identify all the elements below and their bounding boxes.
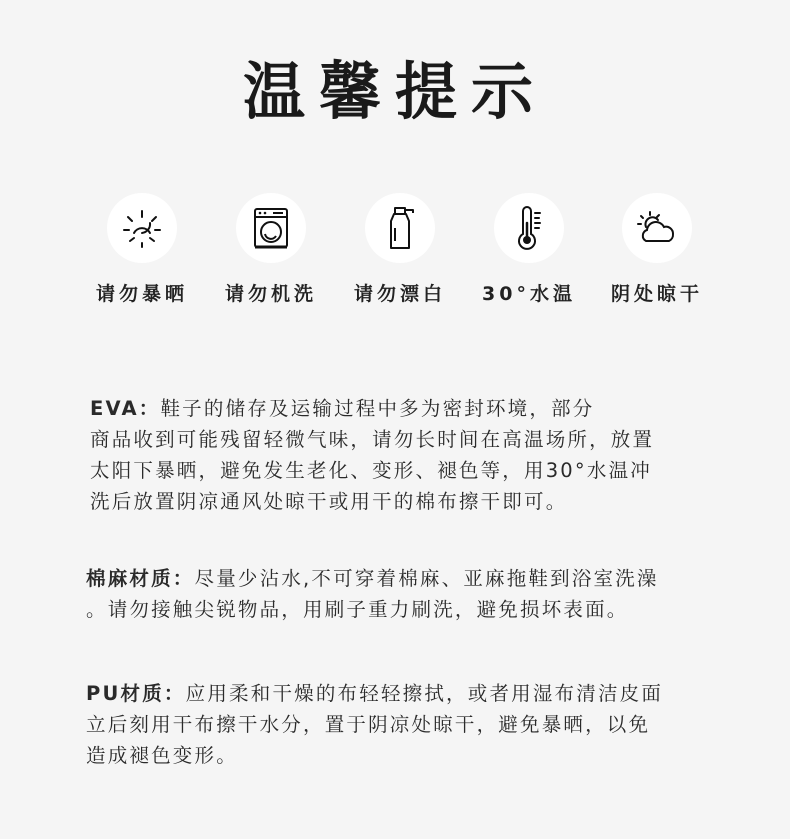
care-label: 阴处晾干 [610,283,703,305]
cotton-text: 尽量少沾水,不可穿着棉麻、亚麻拖鞋到浴室洗澡 [194,567,659,590]
care-label: 请勿暴晒 [95,283,188,305]
eva-text: 鞋子的储存及运输过程中多为密封环境，部分 [160,397,595,420]
sun-icon [117,203,167,253]
care-item-shade-dry [587,193,727,306]
cotton-note [86,563,746,625]
care-label: 请勿机洗 [224,283,317,305]
care-label: 请勿漂白 [353,283,446,305]
eva-text: 太阳下暴晒，避免发生老化、变形、褪色等，用30°水温冲 [90,459,652,482]
pu-note [86,678,746,771]
cloud-sun-icon [632,203,682,253]
pu-text: 应用柔和干燥的布轻轻擦拭，或者用湿布清洁皮面 [185,682,664,705]
pu-text: 造成褪色变形。 [86,744,238,767]
eva-note [90,393,730,517]
care-icons-row [0,193,790,313]
page-title: 温馨提示 [242,55,547,128]
care-label: 30°水温 [482,283,576,305]
care-item-no-bleach [330,193,470,306]
eva-text: 商品收到可能残留轻微气味，请勿长时间在高温场所，放置 [90,428,655,451]
bleach-bottle-icon [375,203,425,253]
washing-machine-icon [246,203,296,253]
pu-text: 立后刻用干布擦干水分，置于阴凉处晾干，避免暴晒，以免 [86,713,651,736]
cotton-text: 。请勿接触尖锐物品，用刷子重力刷洗，避免损坏表面。 [86,598,629,621]
pu-lead: PU材质： [86,682,186,705]
cotton-lead: 棉麻材质： [86,567,195,590]
thermometer-icon [504,203,554,253]
eva-text: 洗后放置阴凉通风处晾干或用干的棉布擦干即可。 [90,490,568,513]
care-item-water-temp [459,193,599,306]
eva-lead: EVA： [90,397,161,420]
care-item-no-sun [72,193,212,306]
care-item-no-machine-wash [201,193,341,306]
